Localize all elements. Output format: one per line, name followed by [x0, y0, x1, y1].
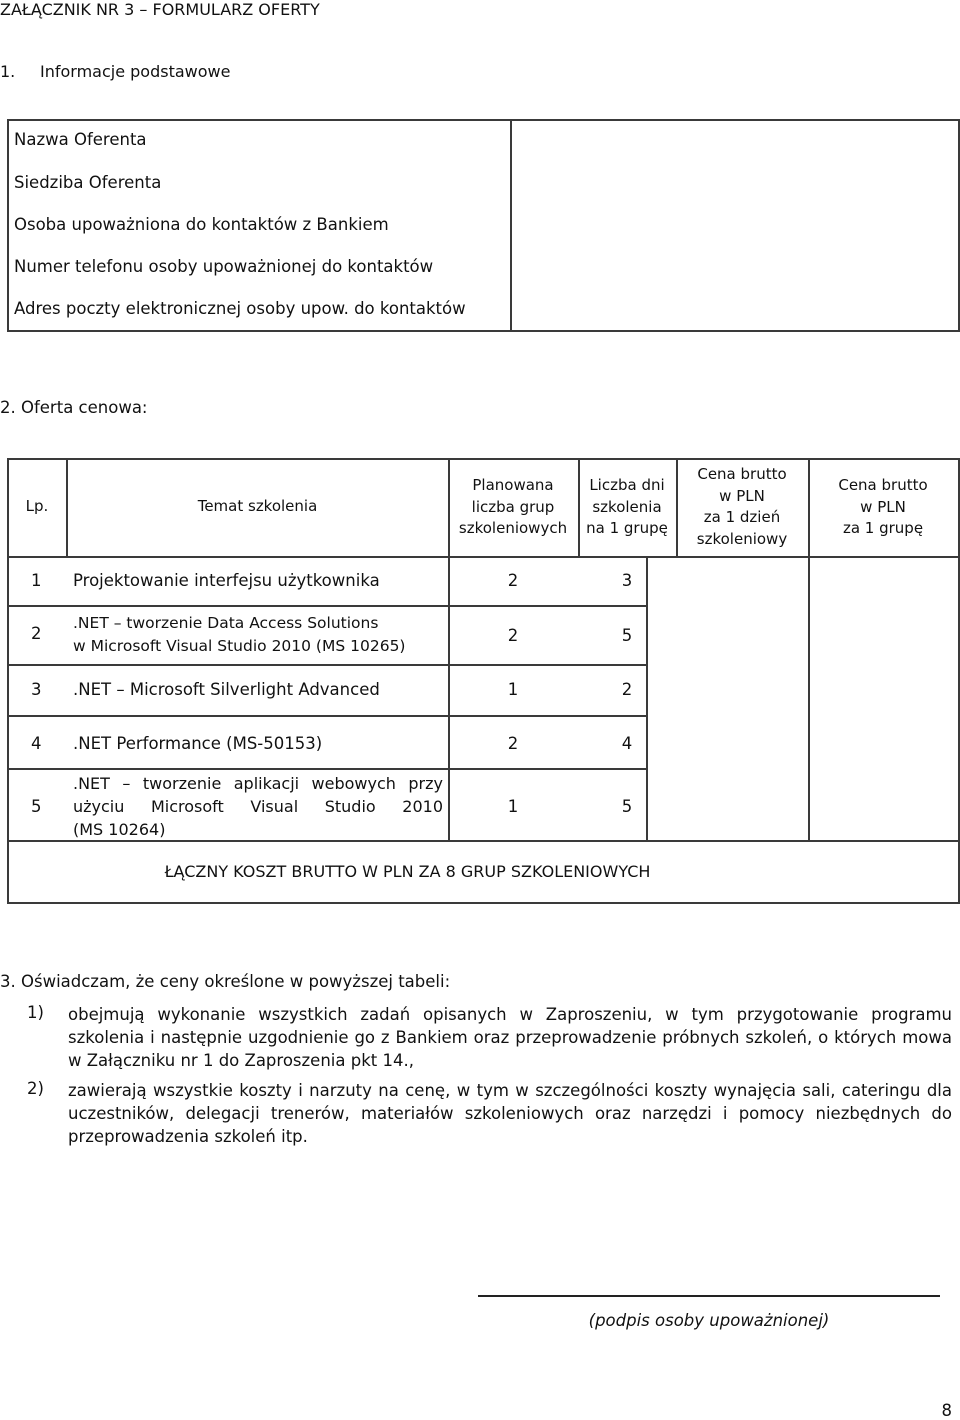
header-price-per-group: [808, 475, 958, 540]
row-days: 5: [621, 626, 633, 645]
signature-line: [478, 1295, 940, 1297]
header-price-day-line: Cena brutto: [697, 465, 787, 483]
row-topic: [73, 612, 405, 658]
row-lp: 4: [31, 734, 42, 753]
row-lp: 1: [31, 571, 42, 590]
row-topic-line: (MS 10264): [73, 820, 166, 839]
header-price-group-line: w PLN: [860, 497, 906, 516]
declaration-item-text: [68, 1079, 952, 1148]
row-topic-line: .NET – tworzenie aplikacji webowych przy: [73, 774, 443, 793]
header-training-days: [578, 475, 676, 540]
info-field-contact-email: Adres poczty elektronicznej osoby upow. do kontaktów: [14, 299, 466, 318]
row-days: 4: [621, 734, 633, 753]
header-price-group-line: Cena brutto: [838, 476, 928, 494]
header-planned-groups: [448, 475, 578, 540]
declaration-item-text: [68, 1003, 952, 1072]
row-lp: 2: [31, 624, 42, 643]
header-price-per-day: [676, 464, 808, 550]
header-days-line: na 1 grupę: [586, 519, 668, 537]
section-1-number: 1.: [0, 62, 16, 81]
row-topic-line: w Microsoft Visual Studio 2010 (MS 10265): [73, 637, 406, 655]
declaration-line: szkolenia i następnie uzgodnienie go z Bankiem oraz przeprowadzenie próbnych szkoleń, o których mowa: [68, 1028, 952, 1047]
declaration-line: zawierają wszystkie koszty i narzuty na cenę, w tym w szczególności koszty wynajęcia sali, cateringu dla: [68, 1081, 952, 1100]
row-days: 5: [621, 797, 633, 816]
header-price-day-line: za 1 dzień: [703, 508, 781, 526]
header-days-line: Liczba dni: [589, 476, 665, 494]
row-topic: Projektowanie interfejsu użytkownika: [73, 571, 380, 590]
declaration-item-number: 2): [27, 1079, 44, 1098]
declaration-line: uczestników, delegacji trenerów, materiałów szkoleniowych oraz narzędzi i pomocy niezbędnych do: [68, 1104, 952, 1123]
attachment-title: ZAŁĄCZNIK NR 3 – FORMULARZ OFERTY: [0, 0, 320, 19]
header-groups-line: szkoleniowych: [458, 519, 568, 537]
row-topic: .NET Performance (MS-50153): [73, 734, 323, 753]
row-groups: 1: [507, 797, 519, 816]
row-groups: 2: [507, 626, 519, 645]
row-topic: .NET – Microsoft Silverlight Advanced: [73, 680, 380, 699]
header-days-line: szkolenia: [592, 497, 662, 516]
section-1-title: Informacje podstawowe: [40, 62, 231, 81]
row-days: 3: [621, 571, 633, 590]
header-price-day-line: w PLN: [719, 486, 765, 505]
info-field-offeror-seat: Siedziba Oferenta: [14, 173, 162, 192]
info-field-offeror-name: Nazwa Oferenta: [14, 130, 147, 149]
header-topic: Temat szkolenia: [197, 497, 318, 515]
declaration-line: przeprowadzenia szkoleń itp.: [68, 1127, 308, 1146]
row-days: 2: [621, 680, 633, 699]
row-groups: 2: [507, 734, 519, 753]
header-lp: Lp.: [25, 497, 49, 515]
header-groups-line: liczba grup: [471, 497, 555, 516]
header-price-group-line: za 1 grupę: [842, 519, 924, 537]
info-field-contact-person: Osoba upoważniona do kontaktów z Bankiem: [14, 215, 389, 234]
row-lp: 5: [31, 797, 42, 816]
row-topic-line: .NET – tworzenie Data Access Solutions: [73, 614, 379, 632]
header-price-day-line: szkoleniowy: [696, 529, 788, 548]
declaration-line: obejmują wykonanie wszystkich zadań opisanych w Zaproszeniu, w tym przygotowanie programu: [68, 1005, 952, 1024]
row-topic: [73, 772, 443, 841]
info-field-contact-phone: Numer telefonu osoby upoważnionej do kontaktów: [14, 257, 434, 276]
declaration-line: w Załączniku nr 1 do Zaproszenia pkt 14.,: [68, 1051, 414, 1070]
row-groups: 2: [507, 571, 519, 590]
header-groups-line: Planowana: [472, 476, 554, 494]
row-groups: 1: [507, 680, 519, 699]
page-number: 8: [941, 1401, 952, 1420]
section-3-heading: 3. Oświadczam, że ceny określone w powyższej tabeli:: [0, 972, 451, 991]
row-lp: 3: [31, 680, 42, 699]
total-cost-label: ŁĄCZNY KOSZT BRUTTO W PLN ZA 8 GRUP SZKOLENIOWYCH: [164, 862, 651, 881]
section-2-heading: 2. Oferta cenowa:: [0, 398, 148, 417]
signature-caption: (podpis osoby upoważnionej): [588, 1311, 830, 1330]
declaration-item-number: 1): [27, 1003, 44, 1022]
row-topic-line: użyciu Microsoft Visual Studio 2010: [73, 797, 443, 816]
